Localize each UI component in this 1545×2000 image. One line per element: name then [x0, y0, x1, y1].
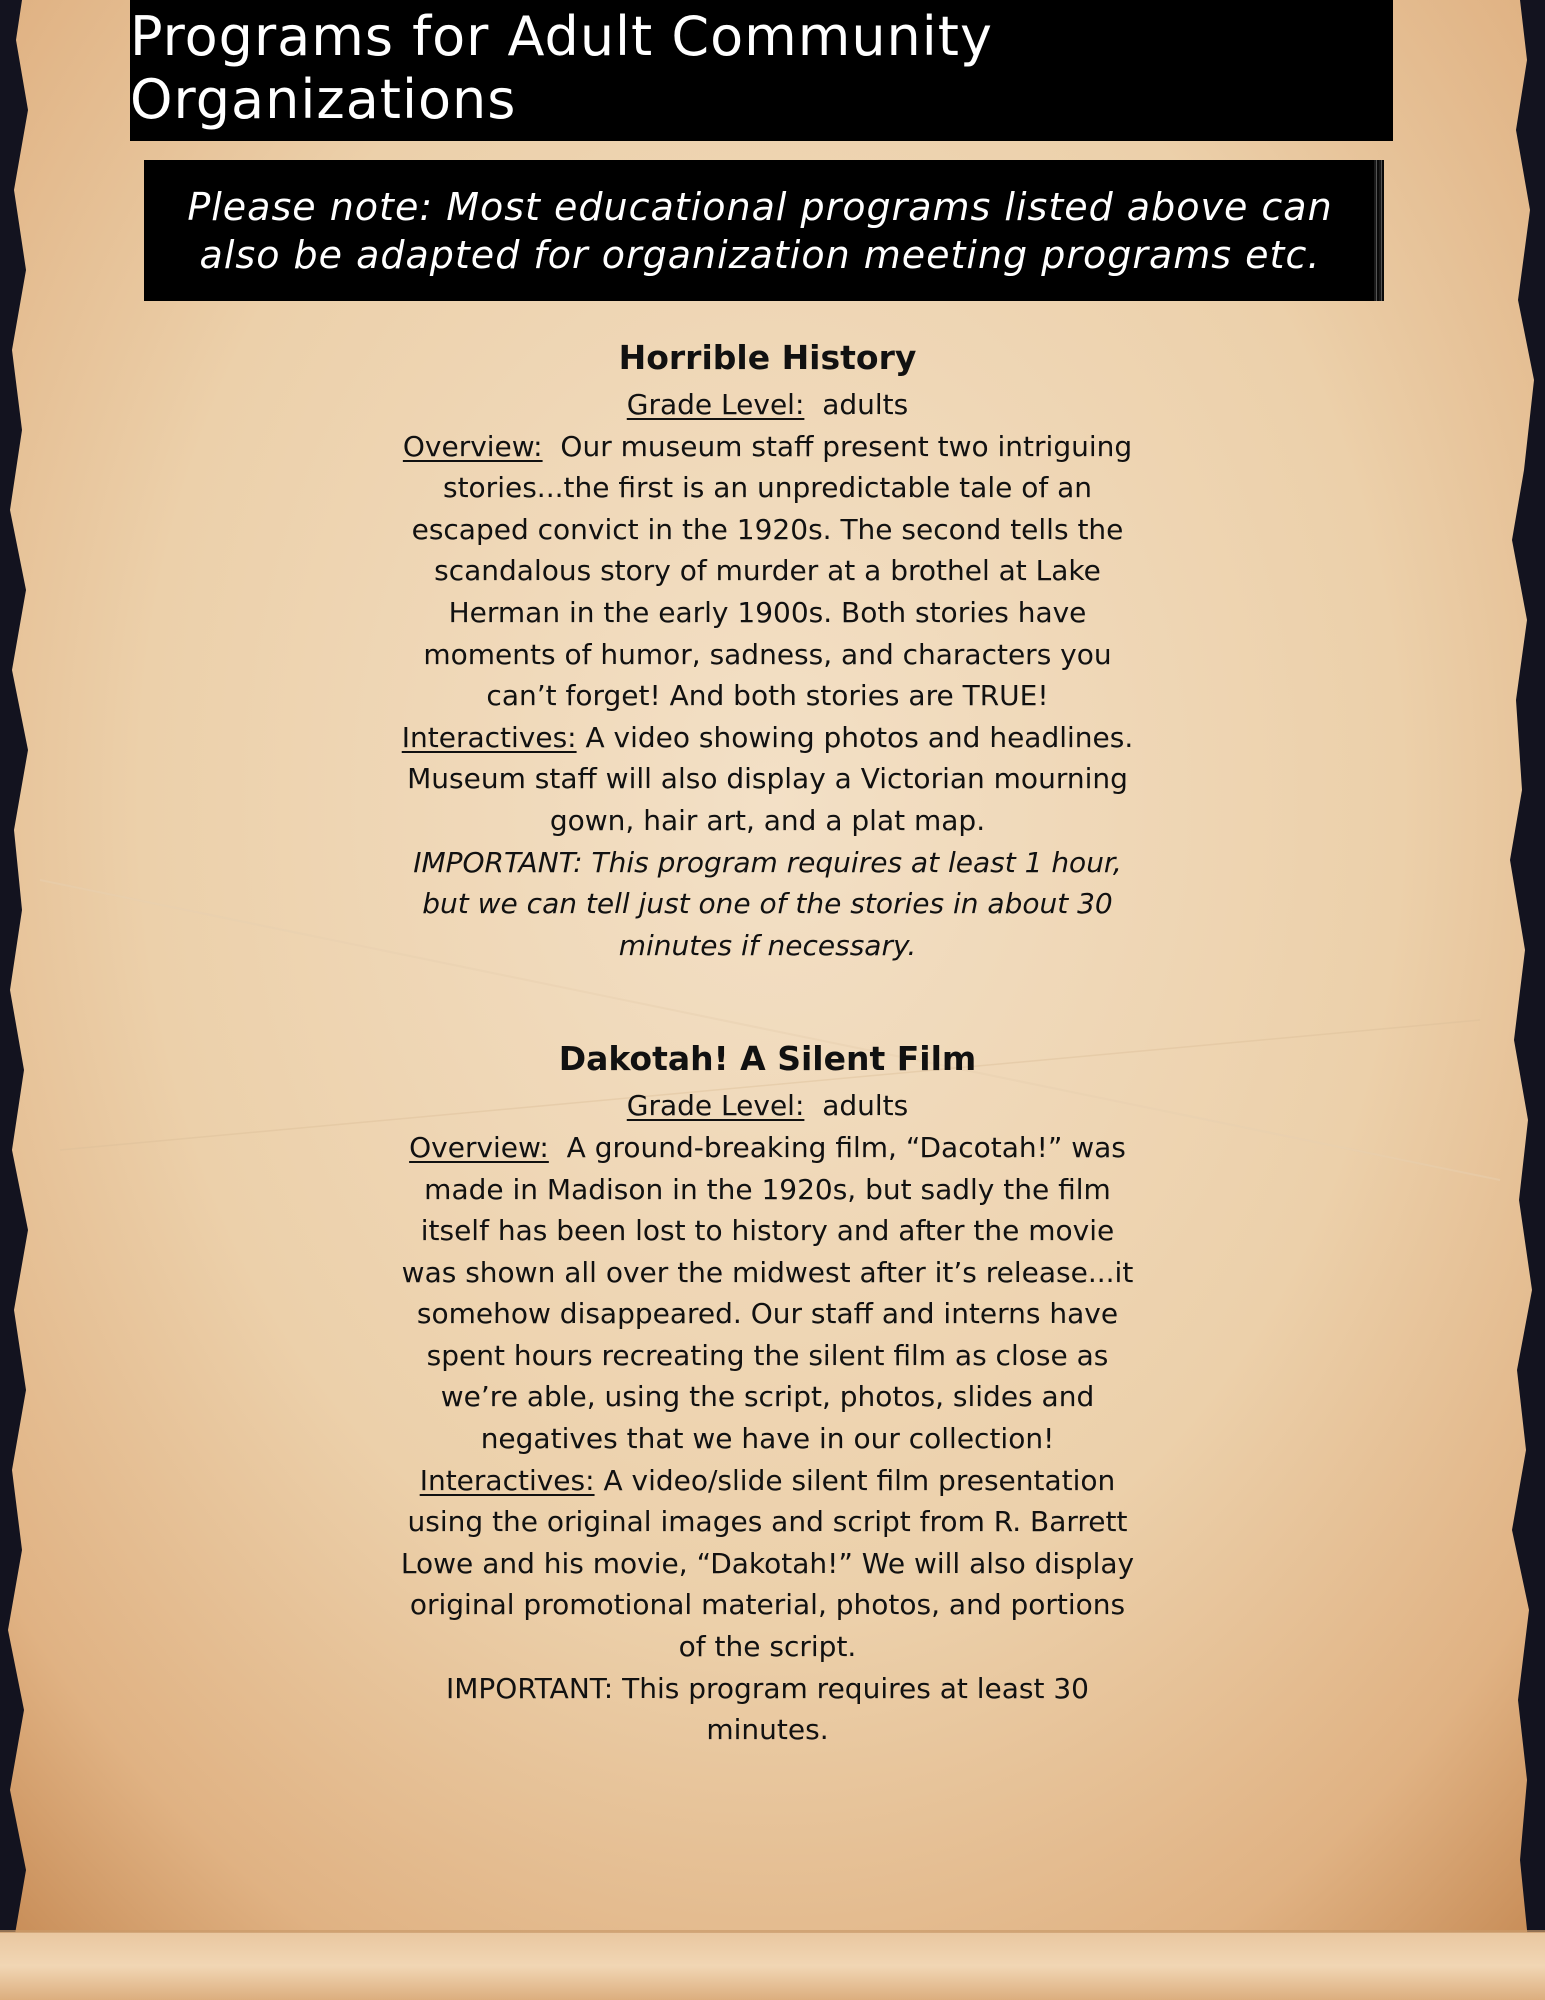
note-banner	[144, 160, 1376, 301]
important-note: IMPORTANT: This program requires at least 30 minutes.	[445, 1671, 1089, 1747]
grade-level-label: Grade Level:	[626, 1089, 805, 1123]
overview	[400, 426, 1135, 717]
program-horrible-history	[400, 332, 1135, 966]
program-dakotah-silent-film	[400, 1033, 1135, 1751]
note-line-2: also be adapted for organization meeting programs etc.	[199, 232, 1321, 277]
note-line-1: Please note: Most educational programs listed above can	[187, 184, 1333, 229]
program-title: Horrible History	[618, 338, 917, 377]
grade-level	[400, 384, 1135, 426]
program-title: Dakotah! A Silent Film	[558, 1039, 977, 1079]
page-title-banner	[130, 0, 1393, 141]
overview-text: A ground-breaking film, “Dacotah!” was made in Madison in the 1920s, but sadly the film itself has been lost to history and after the movie was shown all over the midwest after it’s release...it somehow disappeared. Our staff and interns have spent hours recreating the silent film as close as we’re able, using the script, photos, slides and negatives that we have in our collection!	[401, 1130, 1134, 1456]
overview-text: Our museum staff present two intriguing stories...the first is an unpredictable tale of an escaped convict in the 1920s. The second tells the scandalous story of murder at a brothel at Lake Herman in the early 1900s. Both stories have moments of humor, sadness, and characters you can’t forget! And both stories are TRUE!	[411, 429, 1133, 713]
note-banner-edge	[1374, 160, 1384, 301]
overview-label: Overview:	[409, 1130, 549, 1164]
interactives-label: Interactives:	[419, 1463, 595, 1497]
important-note: IMPORTANT: This program requires at least 1 hour, but we can tell just one of the stories in about 30 minutes if necessary.	[413, 845, 1122, 962]
programs-list	[400, 332, 1135, 1751]
interactives-text: A video/slide silent film presentation using the original images and script from R. Barrett Lowe and his movie, “Dakotah!” We will also display original promotional material, photos, and portions of the script.	[400, 1463, 1135, 1664]
overview	[400, 1127, 1135, 1460]
overview-label: Overview:	[402, 429, 543, 463]
grade-level-label: Grade Level:	[626, 388, 805, 421]
grade-level-value: adults	[822, 388, 909, 421]
grade-level	[400, 1085, 1135, 1127]
grade-level-value: adults	[822, 1089, 909, 1123]
interactives-text: A video showing photos and headlines. Museum staff will also display a Victorian mourning gown, hair art, and a plat map.	[407, 720, 1134, 837]
interactives-label: Interactives:	[401, 720, 577, 754]
interactives	[400, 717, 1135, 842]
interactives	[400, 1460, 1135, 1668]
page-title: Programs for Adult Community Organizations	[130, 4, 993, 131]
